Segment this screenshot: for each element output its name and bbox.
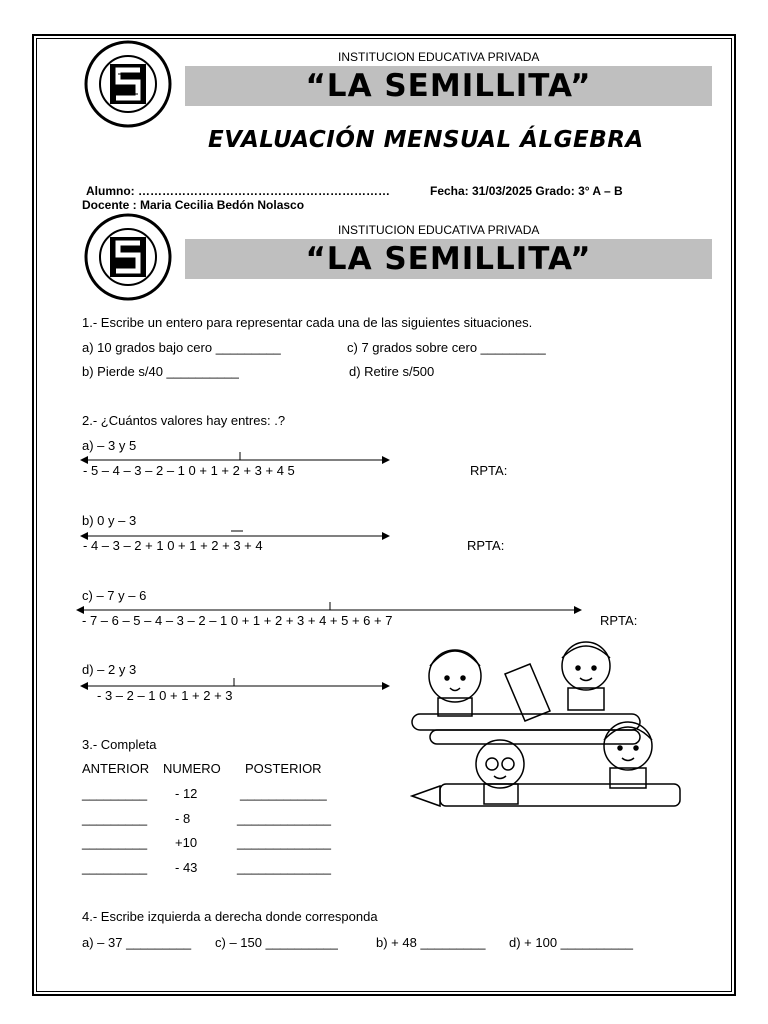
q3-prompt: 3.- Completa: [82, 737, 157, 752]
q2a-rpta: RPTA:: [470, 463, 508, 478]
institution-label: INSTITUCION EDUCATIVA PRIVADA: [338, 223, 540, 237]
q4-item-b: b) + 48 _________: [376, 935, 486, 950]
q2b-label: b) 0 y – 3: [82, 513, 137, 528]
school-name-banner: “LA SEMILLITA”: [185, 66, 712, 106]
q3-row-next: ____________: [240, 786, 327, 801]
q1-item-a: a) 10 grados bajo cero _________: [82, 340, 281, 355]
q1-item-b: b) Pierde s/40 __________: [82, 364, 239, 379]
q2a-ticks: - 5 – 4 – 3 – 2 – 1 0 + 1 + 2 + 3 + 4 5: [83, 463, 295, 478]
exam-title: EVALUACIÓN MENSUAL ÁLGEBRA: [208, 127, 644, 153]
q4-item-c: c) – 150 __________: [215, 935, 338, 950]
q2-prompt: 2.- ¿Cuántos valores hay entres: .?: [82, 413, 286, 428]
teacher-line: Docente : Maria Cecilia Bedón Nolasco: [82, 198, 305, 212]
q3-row-next: _____________: [237, 811, 331, 826]
student-line: Alumno: ………………………………………………………: [86, 184, 390, 198]
q3-row-num: +10: [175, 835, 198, 850]
q2c-rpta: RPTA:: [600, 613, 638, 628]
q3-row-next: _____________: [237, 860, 331, 875]
q3-header-numero: NUMERO: [163, 761, 221, 776]
q4-prompt: 4.- Escribe izquierda a derecha donde corresponda: [82, 909, 378, 924]
q1-item-d: d) Retire s/500: [349, 364, 435, 379]
q3-row-num: - 8: [175, 811, 191, 826]
q2a-label: a) – 3 y 5: [82, 438, 137, 453]
q2b-rpta: RPTA:: [467, 538, 505, 553]
q2c-ticks: - 7 – 6 – 5 – 4 – 3 – 2 – 1 0 + 1 + 2 + 3 + 4 + 5 + 6 + 7: [82, 613, 393, 628]
kids-reading-illustration: [410, 636, 684, 816]
q2b-ticks: - 4 – 3 – 2 + 1 0 + 1 + 2 + 3 + 4: [83, 538, 263, 553]
date-grade: Fecha: 31/03/2025 Grado: 3° A – B: [430, 184, 623, 198]
q3-row-prev: _________: [82, 786, 148, 801]
institution-label: INSTITUCION EDUCATIVA PRIVADA: [338, 50, 540, 64]
q1-item-c: c) 7 grados sobre cero _________: [347, 340, 546, 355]
q3-row-next: _____________: [237, 835, 331, 850]
q1-prompt: 1.- Escribe un entero para representar cada una de las siguientes situaciones.: [82, 315, 533, 330]
q3-row-prev: _________: [82, 835, 148, 850]
q3-header-anterior: ANTERIOR: [82, 761, 150, 776]
q2d-ticks: - 3 – 2 – 1 0 + 1 + 2 + 3: [97, 688, 233, 703]
q2d-label: d) – 2 y 3: [82, 662, 137, 677]
school-logo: [84, 40, 172, 128]
q4-item-a: a) – 37 _________: [82, 935, 192, 950]
school-name-banner: “LA SEMILLITA”: [185, 239, 712, 279]
q2c-label: c) – 7 y – 6: [82, 588, 147, 603]
school-logo: [84, 213, 172, 301]
q3-row-prev: _________: [82, 860, 148, 875]
q4-item-d: d) + 100 __________: [509, 935, 633, 950]
q3-header-posterior: POSTERIOR: [245, 761, 322, 776]
q3-row-prev: _________: [82, 811, 148, 826]
q3-row-num: - 43: [175, 860, 198, 875]
q3-row-num: - 12: [175, 786, 198, 801]
